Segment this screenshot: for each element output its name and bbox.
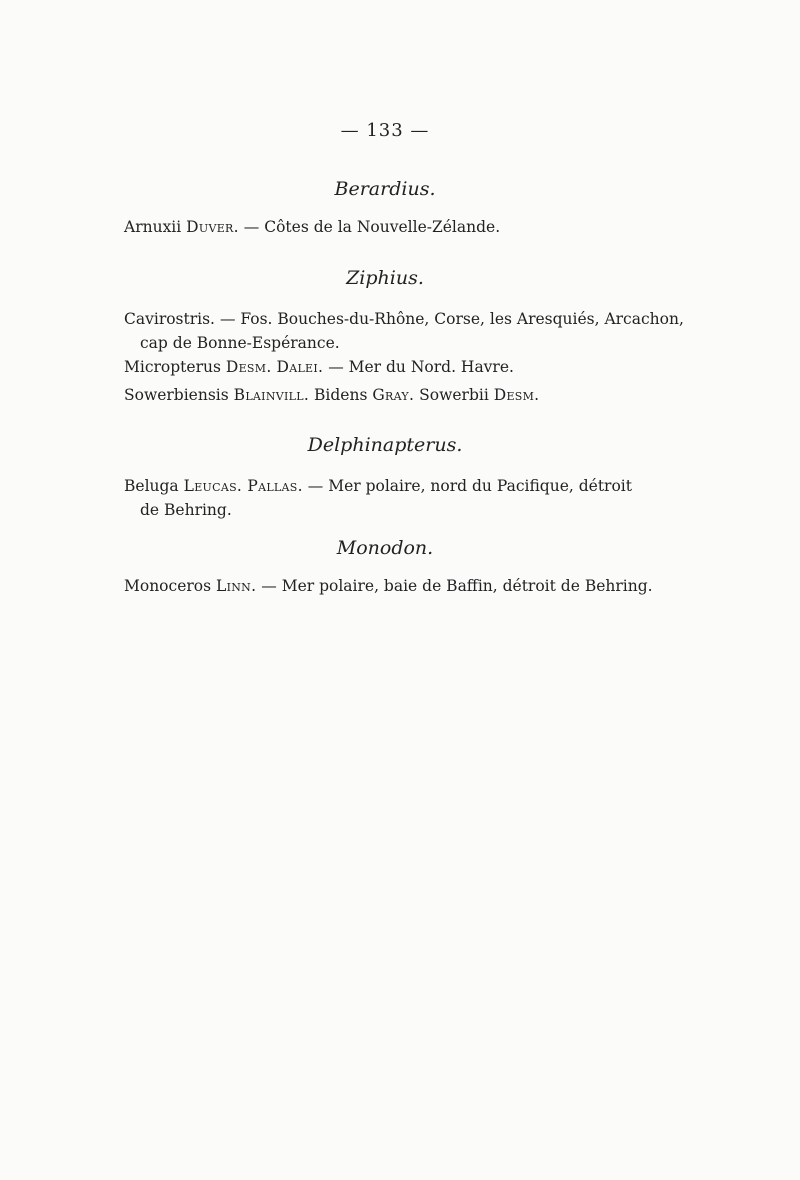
species-locality: — Mer polaire, baie de Baffin, détroit de Behring. bbox=[261, 577, 653, 595]
species-author: Duver. bbox=[186, 218, 239, 236]
species-name: Cavirostris. bbox=[124, 310, 215, 328]
page-number: — 133 — bbox=[340, 120, 430, 141]
species-locality: — Côtes de la Nouvelle-Zélande. bbox=[243, 218, 501, 236]
species-locality-continuation: cap de Bonne-Espérance. bbox=[140, 334, 340, 352]
species-entry-arnuxii bbox=[124, 215, 654, 239]
species-author: Blainvill. bbox=[233, 386, 310, 404]
species-name: Beluga bbox=[124, 477, 179, 495]
species-author: Desm. bbox=[225, 358, 272, 376]
species-name: Arnuxii bbox=[124, 218, 182, 236]
species-name: Micropterus bbox=[124, 358, 221, 376]
species-author: Linn. bbox=[216, 577, 257, 595]
genus-heading-berardius: Berardius. bbox=[334, 178, 436, 200]
genus-heading-delphinapterus: Delphinapterus. bbox=[307, 434, 463, 456]
species-locality: — Mer du Nord. Havre. bbox=[328, 358, 514, 376]
species-synonym: Bidens bbox=[314, 386, 368, 404]
genus-heading-ziphius: Ziphius. bbox=[346, 267, 424, 289]
species-name: Sowerbiensis bbox=[124, 386, 229, 404]
species-entry-cavirostris bbox=[124, 307, 684, 355]
species-synonym-2-author: Desm. bbox=[493, 386, 540, 404]
species-locality-continuation: de Behring. bbox=[140, 501, 232, 519]
species-name: Monoceros bbox=[124, 577, 212, 595]
species-locality: — Fos. Bouches-du-Rhône, Corse, les Aresquiés, Arcachon, bbox=[219, 310, 684, 328]
species-synonym-author: Gray. bbox=[372, 386, 415, 404]
species-entry-beluga bbox=[124, 474, 654, 522]
species-synonym: Dalei. bbox=[276, 358, 324, 376]
species-synonym-2: Sowerbii bbox=[419, 386, 489, 404]
species-locality: — Mer polaire, nord du Pacifique, détroit bbox=[307, 477, 632, 495]
species-entry-monoceros bbox=[124, 574, 654, 598]
species-author: Leucas. Pallas. bbox=[183, 477, 303, 495]
species-entry-micropterus bbox=[124, 355, 654, 379]
species-entry-sowerbiensis bbox=[124, 383, 654, 407]
genus-heading-monodon: Monodon. bbox=[336, 537, 434, 559]
